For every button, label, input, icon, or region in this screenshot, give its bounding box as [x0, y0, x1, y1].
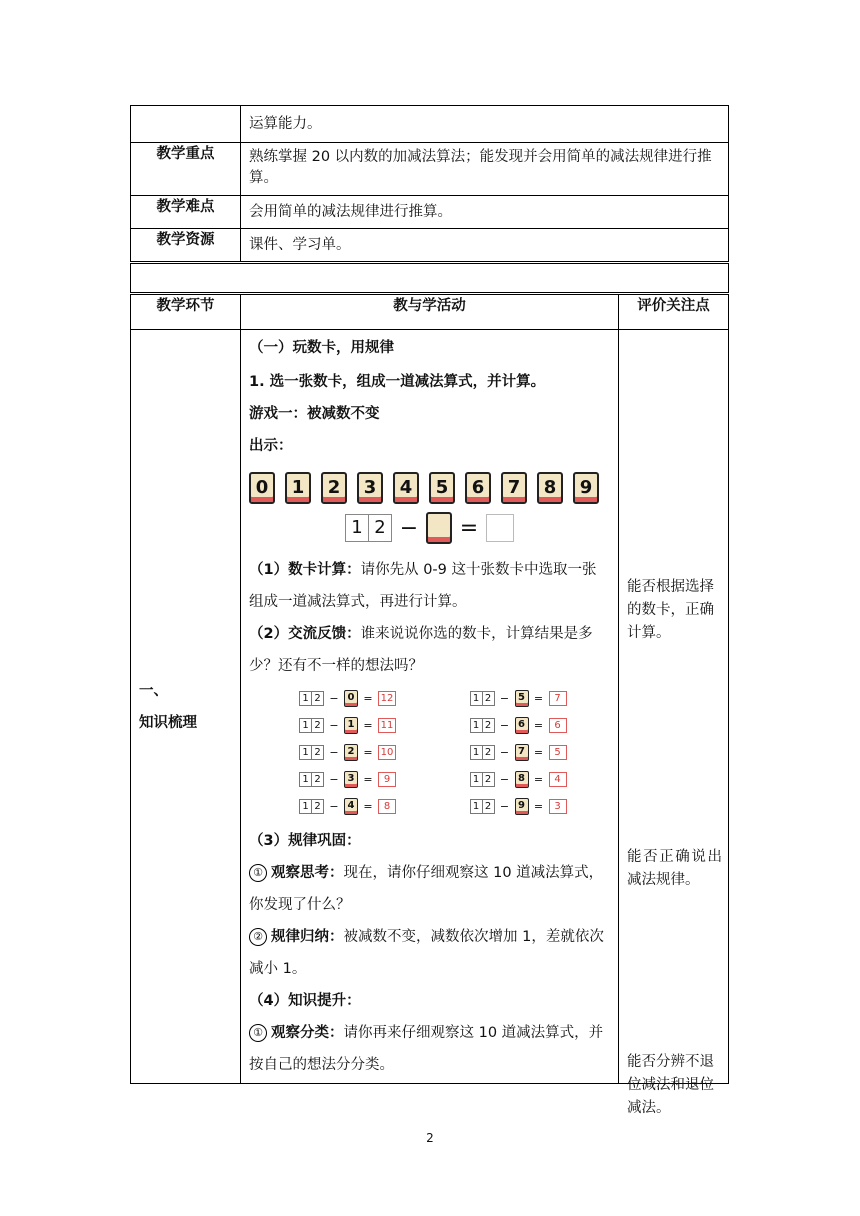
minuend	[299, 772, 324, 787]
subtrahend-card: 8	[515, 771, 529, 788]
digit: 2	[312, 745, 324, 760]
number-card: 6	[465, 472, 491, 504]
row-content: 熟练掌握 20 以内数的加减法算法；能发现并会用简单的减法规律进行推算。	[241, 143, 729, 196]
classify-label: 观察分类：	[271, 1025, 344, 1041]
digit: 1	[470, 745, 483, 760]
equation-row	[299, 796, 440, 817]
part-one	[249, 554, 610, 618]
equals-sign: =	[533, 719, 544, 732]
lesson-plan-table	[130, 105, 729, 1116]
equation-row	[470, 742, 611, 763]
part-two-text: 谁来说说你选的数卡，计算结果是多少？还有不一样的想法吗？	[249, 626, 593, 674]
minus-sign: −	[499, 746, 510, 759]
minus-sign: −	[329, 746, 339, 759]
number-card: 0	[249, 472, 275, 504]
minuend	[299, 799, 324, 814]
minus-sign: −	[499, 800, 510, 813]
row-continuation	[131, 106, 729, 143]
equals-sign: =	[363, 692, 373, 705]
card-slot	[426, 512, 452, 544]
digit: 1	[299, 772, 312, 787]
show-label: 出示：	[249, 438, 293, 454]
focus-note-2: 能否正确说出减法规律。	[627, 849, 722, 888]
result-box: 3	[549, 799, 567, 814]
digit: 2	[483, 799, 495, 814]
result-box: 8	[378, 799, 396, 814]
equals-sign: =	[363, 746, 373, 759]
equation-template	[249, 512, 610, 544]
rule-label: 规律归纳：	[271, 929, 344, 945]
observe-text: 现在，请你仔细观察这 10 道减法算式，你发现了什么？	[249, 865, 604, 913]
page-number: 2	[426, 1131, 434, 1145]
minuend	[299, 691, 324, 706]
number-card: 4	[393, 472, 419, 504]
number-card: 2	[321, 472, 347, 504]
row-label: 教学难点	[131, 196, 241, 229]
header-stage: 教学环节	[131, 294, 241, 330]
equals-sign: =	[363, 773, 373, 786]
observe-think	[249, 857, 610, 921]
part-one-label: （1）数卡计算：	[249, 562, 361, 578]
row-content: 课件、学习单。	[241, 229, 729, 263]
equation-row	[299, 688, 440, 709]
subtrahend-card: 5	[515, 690, 529, 707]
minus-sign: −	[329, 719, 339, 732]
minus-sign: −	[329, 800, 339, 813]
number-card: 1	[285, 472, 311, 504]
table-header	[131, 294, 729, 330]
section-cell	[131, 330, 241, 1084]
subtrahend-card: 3	[344, 771, 358, 788]
section-name: 知识梳理	[139, 714, 197, 731]
number-card: 9	[573, 472, 599, 504]
equals-sign: =	[533, 692, 544, 705]
digit: 1	[299, 799, 312, 814]
minuend	[470, 799, 495, 814]
number-card: 8	[537, 472, 563, 504]
subtrahend-card: 7	[515, 744, 529, 761]
subtrahend-card: 6	[515, 717, 529, 734]
row-content: 运算能力。	[241, 106, 729, 143]
minuend	[470, 772, 495, 787]
digit: 1	[299, 718, 312, 733]
game-one: 游戏一：被减数不变	[249, 406, 380, 422]
circled-two: ②	[249, 928, 267, 946]
digit: 1	[470, 691, 483, 706]
equals-sign: =	[533, 773, 544, 786]
equation-row	[299, 715, 440, 736]
equation-row	[470, 688, 611, 709]
digit: 2	[312, 772, 324, 787]
digit: 2	[369, 514, 392, 542]
equals-sign: =	[533, 746, 544, 759]
number-card: 5	[429, 472, 455, 504]
classify-text: 请你再来仔细观察这 10 道减法算式，并按自己的想法分分类。	[249, 1025, 604, 1073]
minuend	[470, 691, 495, 706]
row-difficulties	[131, 196, 729, 229]
focus-note-1: 能否根据选择的数卡，正确计算。	[627, 579, 714, 641]
row-label: 教学资源	[131, 229, 241, 263]
digit: 1	[345, 514, 369, 542]
step-one: 1. 选一张数卡，组成一道减法算式，并计算。	[249, 374, 546, 390]
number-card: 7	[501, 472, 527, 504]
observe-label: 观察思考：	[271, 865, 344, 881]
row-key-points	[131, 143, 729, 196]
part-four-label: （4）知识提升：	[249, 993, 361, 1009]
row-label: 教学重点	[131, 143, 241, 196]
minuend	[345, 514, 392, 542]
minus-sign: −	[329, 692, 339, 705]
number-card: 3	[357, 472, 383, 504]
circled-one: ①	[249, 864, 267, 882]
result-box: 7	[549, 691, 567, 706]
minus-sign: −	[499, 719, 510, 732]
digit: 1	[470, 772, 483, 787]
equation-row	[299, 742, 440, 763]
minuend	[470, 745, 495, 760]
row-content: 会用简单的减法规律进行推算。	[241, 196, 729, 229]
part-two	[249, 618, 610, 682]
part-one-text: 请你先从 0-9 这十张数卡中选取一张组成一道减法算式，再进行计算。	[249, 562, 597, 610]
answer-box	[486, 514, 514, 542]
section-number: 一、	[139, 682, 168, 699]
equation-list	[249, 688, 610, 817]
digit: 1	[470, 718, 483, 733]
minuend	[299, 745, 324, 760]
digit: 2	[483, 745, 495, 760]
digit: 2	[483, 691, 495, 706]
result-box: 11	[378, 718, 396, 733]
subtrahend-card: 2	[344, 744, 358, 761]
result-box: 9	[378, 772, 396, 787]
equation-row	[470, 715, 611, 736]
equals-sign: =	[533, 800, 544, 813]
focus-note-3: 能否分辨不退位减法和退位减法。	[627, 1054, 714, 1116]
digit: 1	[299, 691, 312, 706]
subtrahend-card: 1	[344, 717, 358, 734]
focus-cell	[619, 330, 729, 1116]
rule-summary	[249, 921, 610, 985]
circled-one: ①	[249, 1024, 267, 1042]
row-spacer	[131, 263, 729, 294]
row-resources	[131, 229, 729, 263]
rule-text: 被减数不变，减数依次增加 1，差就依次减小 1。	[249, 929, 604, 977]
digit: 1	[299, 745, 312, 760]
minus-sign: −	[499, 692, 510, 705]
header-focus: 评价关注点	[619, 294, 729, 330]
result-box: 12	[378, 691, 396, 706]
minus-sign: −	[499, 773, 510, 786]
result-box: 10	[378, 745, 396, 760]
digit: 1	[470, 799, 483, 814]
part-two-label: （2）交流反馈：	[249, 626, 361, 642]
subtrahend-card: 0	[344, 690, 358, 707]
header-activity: 教与学活动	[241, 294, 619, 330]
result-box: 5	[549, 745, 567, 760]
subtrahend-card: 9	[515, 798, 529, 815]
equals-sign: =	[363, 719, 373, 732]
digit: 2	[483, 718, 495, 733]
equation-row	[470, 769, 611, 790]
minuend	[299, 718, 324, 733]
digit: 2	[312, 718, 324, 733]
row-section-one	[131, 330, 729, 1084]
equals-sign: =	[459, 515, 479, 541]
minus-sign: −	[329, 773, 339, 786]
activity-title: （一）玩数卡，用规律	[249, 340, 394, 356]
equation-row	[299, 769, 440, 790]
equals-sign: =	[363, 800, 373, 813]
digit: 2	[312, 799, 324, 814]
subtrahend-card: 4	[344, 798, 358, 815]
classify	[249, 1017, 610, 1081]
minuend	[470, 718, 495, 733]
digit: 2	[312, 691, 324, 706]
part-three-label: （3）规律巩固：	[249, 833, 361, 849]
equation-row	[470, 796, 611, 817]
activity-cell	[241, 330, 619, 1084]
result-box: 4	[549, 772, 567, 787]
minus-sign: −	[399, 515, 419, 541]
digit: 2	[483, 772, 495, 787]
result-box: 6	[549, 718, 567, 733]
number-cards	[249, 472, 610, 504]
